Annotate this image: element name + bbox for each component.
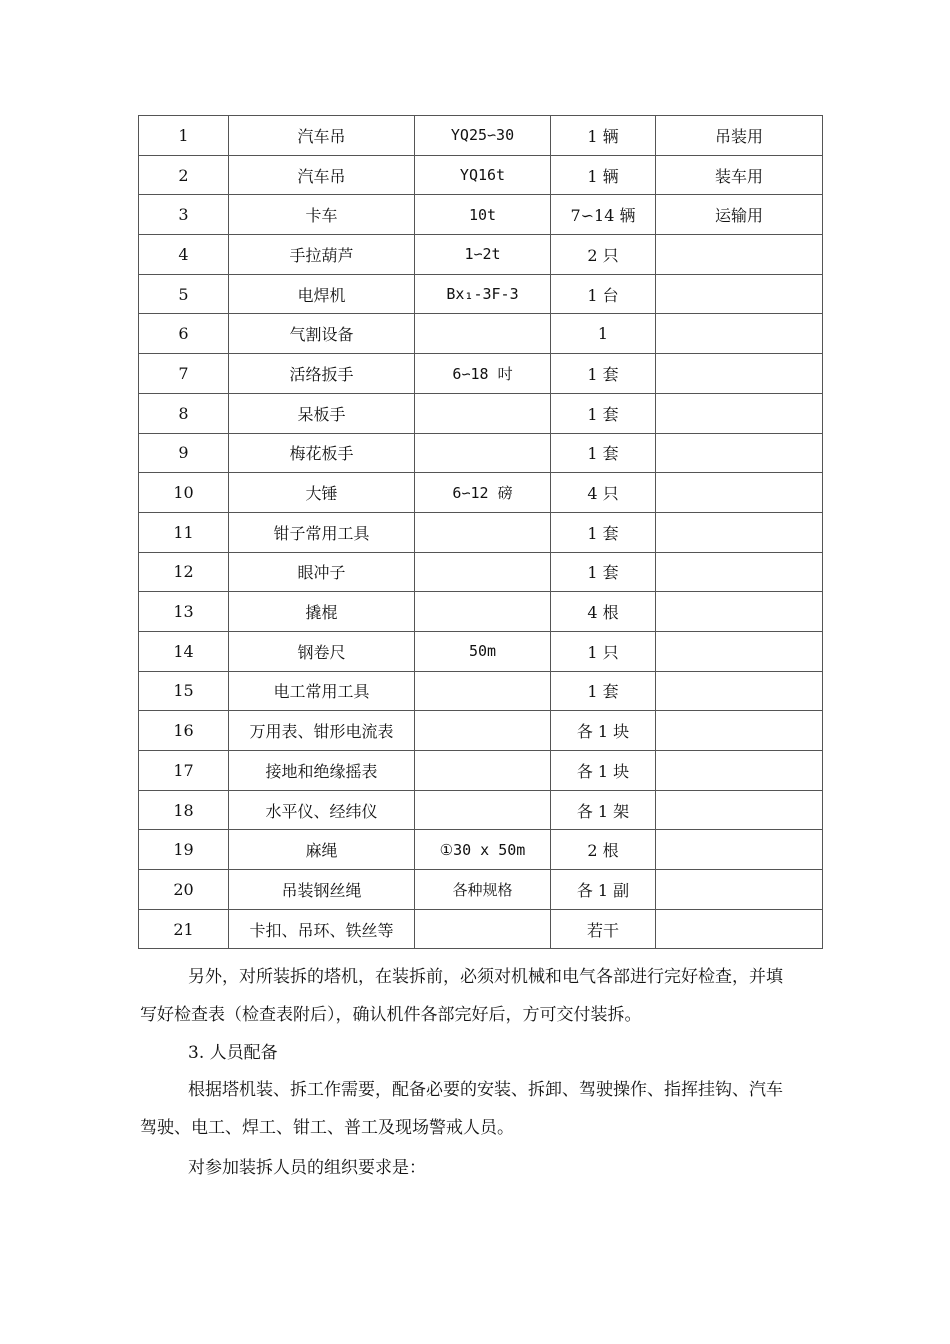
cell-spec: YQ25∽30 [415, 116, 551, 156]
table-row [139, 433, 823, 473]
cell-note [656, 354, 823, 394]
cell-no: 11 [139, 512, 229, 552]
cell-spec: YQ16t [415, 155, 551, 195]
cell-name: 吊装钢丝绳 [229, 870, 415, 910]
cell-note [656, 870, 823, 910]
cell-qty: 1 套 [551, 393, 656, 433]
cell-name: 水平仪、经纬仪 [229, 790, 415, 830]
cell-spec [415, 433, 551, 473]
table-row [139, 909, 823, 949]
cell-note [656, 393, 823, 433]
cell-spec [415, 751, 551, 791]
equipment-table-body [139, 116, 823, 949]
table-row [139, 592, 823, 632]
cell-spec: 1∽2t [415, 235, 551, 275]
cell-name: 大锤 [229, 473, 415, 513]
cell-no: 13 [139, 592, 229, 632]
cell-qty: 1 套 [551, 433, 656, 473]
cell-qty: 各 1 块 [551, 751, 656, 791]
paragraph-line: 写好检查表（检查表附后），确认机件各部完好后，方可交付装拆。 [140, 1005, 642, 1025]
cell-name: 汽车吊 [229, 155, 415, 195]
cell-name: 活络扳手 [229, 354, 415, 394]
cell-no: 12 [139, 552, 229, 592]
table-row [139, 473, 823, 513]
cell-no: 5 [139, 274, 229, 314]
table-row [139, 870, 823, 910]
table-row [139, 671, 823, 711]
cell-name: 钳子常用工具 [229, 512, 415, 552]
cell-no: 8 [139, 393, 229, 433]
cell-no: 20 [139, 870, 229, 910]
cell-qty: 1 套 [551, 512, 656, 552]
cell-qty: 各 1 架 [551, 790, 656, 830]
cell-qty: 4 只 [551, 473, 656, 513]
table-row [139, 751, 823, 791]
cell-spec [415, 314, 551, 354]
cell-no: 9 [139, 433, 229, 473]
cell-name: 万用表、钳形电流表 [229, 711, 415, 751]
cell-no: 4 [139, 235, 229, 275]
cell-qty: 1 只 [551, 631, 656, 671]
cell-name: 电焊机 [229, 274, 415, 314]
cell-no: 14 [139, 631, 229, 671]
cell-note [656, 433, 823, 473]
cell-qty: 4 根 [551, 592, 656, 632]
cell-qty: 7∽14 辆 [551, 195, 656, 235]
cell-qty: 2 只 [551, 235, 656, 275]
cell-name: 气割设备 [229, 314, 415, 354]
paragraph-personnel [140, 1071, 824, 1147]
table-row [139, 274, 823, 314]
cell-qty: 1 套 [551, 552, 656, 592]
cell-name: 钢卷尺 [229, 631, 415, 671]
cell-note [656, 552, 823, 592]
cell-qty: 各 1 块 [551, 711, 656, 751]
paragraph-requirements: 对参加装拆人员的组织要求是： [188, 1158, 426, 1178]
cell-no: 10 [139, 473, 229, 513]
cell-no: 19 [139, 830, 229, 870]
table-row [139, 631, 823, 671]
cell-note [656, 473, 823, 513]
section-heading-personnel: 3. 人员配备 [188, 1043, 278, 1063]
cell-spec: 10t [415, 195, 551, 235]
table-row [139, 235, 823, 275]
table-row [139, 790, 823, 830]
cell-name: 电工常用工具 [229, 671, 415, 711]
cell-note [656, 235, 823, 275]
cell-note [656, 512, 823, 552]
table-row [139, 195, 823, 235]
cell-spec: 50m [415, 631, 551, 671]
cell-no: 2 [139, 155, 229, 195]
cell-name: 卡扣、吊环、铁丝等 [229, 909, 415, 949]
cell-no: 17 [139, 751, 229, 791]
cell-no: 21 [139, 909, 229, 949]
cell-qty: 各 1 副 [551, 870, 656, 910]
table-row [139, 830, 823, 870]
table-row [139, 711, 823, 751]
cell-name: 梅花板手 [229, 433, 415, 473]
cell-note [656, 909, 823, 949]
cell-no: 16 [139, 711, 229, 751]
table-row [139, 314, 823, 354]
cell-note [656, 671, 823, 711]
cell-note [656, 314, 823, 354]
cell-note: 运输用 [656, 195, 823, 235]
paragraph-inspection [140, 958, 824, 1034]
cell-spec [415, 790, 551, 830]
cell-no: 15 [139, 671, 229, 711]
cell-qty: 1 辆 [551, 116, 656, 156]
cell-qty: 1 辆 [551, 155, 656, 195]
cell-note [656, 711, 823, 751]
cell-spec [415, 592, 551, 632]
cell-name: 撬棍 [229, 592, 415, 632]
cell-note [656, 631, 823, 671]
cell-qty: 1 台 [551, 274, 656, 314]
cell-no: 6 [139, 314, 229, 354]
cell-spec [415, 552, 551, 592]
cell-name: 眼冲子 [229, 552, 415, 592]
cell-note [656, 592, 823, 632]
cell-qty: 2 根 [551, 830, 656, 870]
equipment-table [138, 115, 823, 949]
paragraph-line: 根据塔机装、拆工作需要，配备必要的安装、拆卸、驾驶操作、指挥挂钩、汽车 [188, 1080, 783, 1100]
table-row [139, 552, 823, 592]
table-row [139, 116, 823, 156]
cell-note [656, 274, 823, 314]
paragraph-line: 驾驶、电工、焊工、钳工、普工及现场警戒人员。 [140, 1118, 514, 1138]
cell-spec: 6∽18 吋 [415, 354, 551, 394]
cell-spec: 6∽12 磅 [415, 473, 551, 513]
cell-no: 3 [139, 195, 229, 235]
cell-name: 汽车吊 [229, 116, 415, 156]
cell-note [656, 751, 823, 791]
cell-note: 吊装用 [656, 116, 823, 156]
cell-spec [415, 711, 551, 751]
cell-name: 手拉葫芦 [229, 235, 415, 275]
cell-note [656, 790, 823, 830]
cell-spec: ①30 x 50m [415, 830, 551, 870]
table-row [139, 354, 823, 394]
cell-qty: 1 套 [551, 354, 656, 394]
cell-qty: 1 套 [551, 671, 656, 711]
cell-name: 麻绳 [229, 830, 415, 870]
table-row [139, 393, 823, 433]
cell-note [656, 830, 823, 870]
cell-no: 1 [139, 116, 229, 156]
cell-qty: 1 [551, 314, 656, 354]
cell-qty: 若干 [551, 909, 656, 949]
cell-spec [415, 671, 551, 711]
cell-no: 7 [139, 354, 229, 394]
cell-spec: Bx₁-3F-3 [415, 274, 551, 314]
cell-spec [415, 512, 551, 552]
cell-spec: 各种规格 [415, 870, 551, 910]
cell-name: 接地和绝缘摇表 [229, 751, 415, 791]
cell-spec [415, 909, 551, 949]
table-row [139, 512, 823, 552]
cell-name: 卡车 [229, 195, 415, 235]
cell-no: 18 [139, 790, 229, 830]
cell-note: 装车用 [656, 155, 823, 195]
cell-name: 呆板手 [229, 393, 415, 433]
table-row [139, 155, 823, 195]
cell-spec [415, 393, 551, 433]
paragraph-line: 另外，对所装拆的塔机，在装拆前，必须对机械和电气各部进行完好检查，并填 [188, 967, 783, 987]
